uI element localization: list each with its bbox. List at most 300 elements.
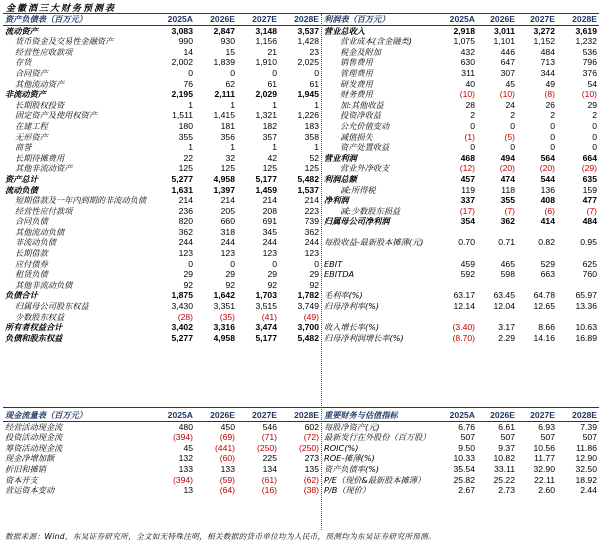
- income-cell: 344: [540, 67, 555, 78]
- valuation-year-2025A: 2025A: [437, 410, 477, 421]
- income-row: [322, 132, 599, 143]
- balance-cell: 362: [178, 226, 193, 237]
- balance-row: [3, 174, 321, 185]
- balance-cell: 125: [220, 163, 235, 174]
- income-row-label: 财务费用: [340, 89, 373, 100]
- balance-row: [3, 237, 321, 248]
- balance-row: [3, 290, 321, 301]
- income-cell: (7): [586, 205, 597, 216]
- balance-cell: 214: [304, 195, 319, 206]
- income-cell: 465: [500, 258, 515, 269]
- balance-row-label: 负债和股东权益: [5, 332, 63, 343]
- balance-cell: 244: [178, 237, 193, 248]
- valuation-row-label: 资产负债率(%): [324, 463, 380, 474]
- balance-row-label: 资产总计: [5, 173, 38, 184]
- balance-cell: 5,277: [171, 173, 193, 184]
- balance-row: [3, 100, 321, 111]
- income-cell: 12.65: [533, 301, 555, 312]
- cashflow-cell: (38): [303, 485, 319, 496]
- income-cell: 474: [500, 173, 515, 184]
- balance-cell: 125: [262, 163, 277, 174]
- income-cell: 2: [550, 110, 555, 121]
- balance-row-label: 负债合计: [5, 290, 38, 301]
- balance-cell: 125: [304, 163, 319, 174]
- balance-cell: 2,847: [213, 25, 235, 36]
- balance-row-label: 其他流动资产: [15, 78, 65, 89]
- income-row-label: 营业成本(含金融类): [340, 36, 412, 47]
- income-cell: 468: [460, 152, 475, 163]
- income-cell: 598: [500, 269, 515, 280]
- income-cell: (10): [581, 89, 597, 100]
- balance-cell: 1,459: [255, 184, 277, 195]
- valuation-cell: 6.93: [538, 421, 555, 432]
- income-cell: (10): [459, 89, 475, 100]
- balance-year-2026E: 2026E: [195, 14, 237, 25]
- cashflow-header-label: 现金流量表（百万元）: [3, 410, 153, 421]
- balance-cell: 0: [188, 258, 193, 269]
- balance-cell: 345: [262, 226, 277, 237]
- balance-cell: 1,537: [297, 184, 319, 195]
- balance-cell: 2,111: [214, 89, 235, 100]
- balance-cell: 61: [309, 78, 319, 89]
- balance-row: [3, 322, 321, 333]
- balance-cell: 739: [304, 216, 319, 227]
- balance-row: [3, 163, 321, 174]
- income-row: [322, 269, 599, 280]
- balance-row-label: 在建工程: [15, 120, 48, 131]
- income-cell: 0: [592, 131, 597, 142]
- income-row: [322, 216, 599, 227]
- valuation-cell: 6.61: [498, 421, 515, 432]
- income-row-label: 收入增长率(%): [324, 322, 380, 333]
- cashflow-cell: 546: [262, 421, 277, 432]
- income-cell: 49: [545, 78, 555, 89]
- income-cell: 2,918: [453, 25, 475, 36]
- balance-cell: 42: [267, 152, 277, 163]
- income-cell: 625: [582, 258, 597, 269]
- balance-row-label: 流动资产: [5, 25, 38, 36]
- income-cell: 0: [550, 120, 555, 131]
- cashflow-year-2025A: 2025A: [153, 410, 195, 421]
- income-row: [322, 237, 599, 248]
- income-row-label: 研发费用: [340, 78, 373, 89]
- income-row-label: 管理费用: [340, 67, 373, 78]
- cashflow-cell: 133: [220, 463, 235, 474]
- balance-cell: 123: [220, 248, 235, 259]
- income-cell: 16.89: [575, 332, 597, 343]
- income-row: [322, 280, 599, 291]
- balance-cell: 1: [314, 99, 319, 110]
- income-cell: 664: [582, 152, 597, 163]
- balance-cell: 32: [225, 152, 235, 163]
- balance-cell: 0: [314, 67, 319, 78]
- cashflow-cell: (250): [298, 442, 319, 453]
- balance-cell: 236: [178, 205, 193, 216]
- income-row: [322, 290, 599, 301]
- valuation-cell: 9.50: [458, 442, 475, 453]
- balance-cell: 183: [304, 120, 319, 131]
- income-cell: 0: [510, 142, 515, 153]
- income-cell: 355: [500, 195, 515, 206]
- valuation-header-row: [322, 410, 599, 421]
- valuation-cell: 25.82: [453, 474, 475, 485]
- valuation-cell: 7.39: [580, 421, 597, 432]
- valuation-year-2026E: 2026E: [477, 410, 517, 421]
- income-cell: 1,075: [453, 36, 475, 47]
- valuation-cell: 12.90: [575, 453, 597, 464]
- valuation-cell: 33.11: [494, 463, 515, 474]
- income-row-label: 资产处置收益: [340, 142, 390, 153]
- income-cell: [437, 280, 477, 291]
- balance-cell: 1,945: [297, 89, 319, 100]
- balance-cell: 182: [262, 120, 277, 131]
- income-cell: 8.66: [538, 322, 555, 333]
- balance-cell: 180: [178, 120, 193, 131]
- balance-cell: 92: [309, 279, 319, 290]
- income-row-label: 毛利率(%): [324, 290, 363, 301]
- balance-row: [3, 25, 321, 36]
- income-cell: 307: [500, 67, 515, 78]
- income-cell: (6): [544, 205, 555, 216]
- balance-cell: 125: [178, 163, 193, 174]
- cashflow-row: [3, 421, 321, 432]
- valuation-cell: 22.11: [534, 474, 555, 485]
- income-cell: 663: [540, 269, 555, 280]
- balance-row: [3, 36, 321, 47]
- valuation-row: [322, 432, 599, 443]
- cashflow-cell: (441): [214, 442, 235, 453]
- income-cell: (7): [504, 205, 515, 216]
- balance-cell: 3,430: [171, 301, 193, 312]
- balance-row-label: 其他非流动资产: [15, 163, 73, 174]
- valuation-cell: 32.90: [533, 463, 555, 474]
- income-row-label: 每股收益-最新股本摊薄(元): [324, 237, 424, 248]
- income-row: [322, 322, 599, 333]
- cashflow-row-label: 现金净增加额: [5, 453, 55, 464]
- cashflow-row-label: 折旧和摊销: [5, 463, 46, 474]
- cashflow-row: [3, 464, 321, 475]
- balance-row: [3, 47, 321, 58]
- balance-cell: 1: [272, 142, 277, 153]
- income-cell: 1,232: [575, 36, 597, 47]
- balance-cell: 3,316: [213, 322, 235, 333]
- balance-cell: 356: [220, 131, 235, 142]
- income-cell: 457: [460, 173, 475, 184]
- income-cell: (20): [499, 163, 515, 174]
- balance-cell: 1,226: [297, 110, 319, 121]
- cashflow-cell: (72): [303, 432, 319, 443]
- balance-cell: 3,083: [171, 25, 193, 36]
- cashflow-cell: 13: [183, 485, 193, 496]
- income-row: [322, 79, 599, 90]
- balance-cell: 3,537: [297, 25, 319, 36]
- balance-cell: 0: [272, 258, 277, 269]
- balance-cell: 205: [220, 205, 235, 216]
- income-cell: 54: [587, 78, 597, 89]
- balance-cell: 5,482: [297, 173, 319, 184]
- balance-row: [3, 89, 321, 100]
- income-cell: 311: [461, 67, 475, 78]
- balance-row-label: 非流动资产: [5, 89, 46, 100]
- income-cell: 3,011: [493, 25, 515, 36]
- balance-cell: 244: [220, 237, 235, 248]
- income-row-label: 营业利润: [324, 152, 357, 163]
- cashflow-row-label: 资本开支: [5, 474, 38, 485]
- balance-cell: (28): [177, 311, 193, 322]
- balance-row-label: 长期股权投资: [15, 99, 65, 110]
- valuation-row: [322, 485, 599, 496]
- valuation-header-label: 重要财务与估值指标: [322, 410, 437, 421]
- income-row-label: 净利润: [324, 195, 349, 206]
- income-year-2027E: 2027E: [517, 14, 557, 25]
- cashflow-year-2026E: 2026E: [195, 410, 237, 421]
- valuation-cell: 2.67: [458, 485, 475, 496]
- income-cell: 796: [582, 57, 597, 68]
- income-cell: (20): [539, 163, 555, 174]
- balance-cell: 691: [262, 216, 277, 227]
- income-row: [322, 301, 599, 312]
- cashflow-header-row: [3, 410, 321, 421]
- income-row: [322, 259, 599, 270]
- balance-cell: 62: [225, 78, 235, 89]
- balance-cell: 1,875: [171, 290, 193, 301]
- income-cell: [517, 248, 557, 259]
- income-cell: [437, 312, 477, 323]
- cashflow-cell: (62): [303, 474, 319, 485]
- cashflow-cell: (71): [261, 432, 277, 443]
- income-cell: 0: [592, 120, 597, 131]
- balance-cell: 0: [314, 258, 319, 269]
- balance-row: [3, 79, 321, 90]
- balance-row-label: 无形资产: [15, 131, 48, 142]
- valuation-cell: 2.73: [498, 485, 515, 496]
- cashflow-cell: (394): [172, 474, 193, 485]
- valuation-cell: 507: [500, 432, 515, 443]
- valuation-row: [322, 464, 599, 475]
- balance-row: [3, 280, 321, 291]
- income-cell: 414: [540, 216, 555, 227]
- cashflow-cell: 45: [183, 442, 193, 453]
- balance-cell: (41): [261, 311, 277, 322]
- balance-row-label: 经营性应付款项: [15, 205, 73, 216]
- balance-cell: 1,839: [213, 57, 235, 68]
- income-cell: 647: [500, 57, 515, 68]
- income-cell: 0: [470, 142, 475, 153]
- income-cell: 12.04: [493, 301, 515, 312]
- column-divider: [321, 14, 322, 530]
- income-cell: 13.36: [575, 301, 597, 312]
- income-cell: 459: [460, 258, 475, 269]
- balance-row-label: 货币资金及交易性金融资产: [15, 36, 114, 47]
- income-cell: 10.63: [575, 322, 597, 333]
- income-cell: 0.82: [538, 237, 555, 248]
- income-row-label: 营业外净收支: [340, 163, 390, 174]
- section-divider: [3, 407, 599, 408]
- balance-cell: 930: [220, 36, 235, 47]
- balance-cell: 3,700: [297, 322, 319, 333]
- income-row-label: 税金及附加: [340, 46, 381, 57]
- valuation-cell: 11.86: [576, 442, 597, 453]
- income-cell: 564: [540, 152, 555, 163]
- income-row-label: 销售费用: [340, 57, 373, 68]
- income-cell: 136: [540, 184, 555, 195]
- balance-cell: 123: [304, 248, 319, 259]
- income-cell: [557, 248, 599, 259]
- income-cell: 118: [501, 184, 515, 195]
- income-row: [322, 142, 599, 153]
- valuation-cell: 25.22: [493, 474, 515, 485]
- balance-cell: (49): [303, 311, 319, 322]
- balance-cell: 1,703: [255, 290, 277, 301]
- income-row-label: [322, 227, 437, 238]
- balance-row: [3, 132, 321, 143]
- balance-cell: 4,958: [213, 173, 235, 184]
- income-row: [322, 89, 599, 100]
- balance-row: [3, 185, 321, 196]
- income-cell: 2: [510, 110, 515, 121]
- income-header-label: 利润表（百万元）: [322, 14, 437, 25]
- income-row-label: 减值损失: [340, 131, 373, 142]
- income-row-label: 减:所得税: [340, 184, 376, 195]
- balance-cell: 1,321: [255, 110, 277, 121]
- cashflow-row-label: 筹资活动现金流: [5, 442, 63, 453]
- balance-cell: 214: [262, 195, 277, 206]
- income-cell: 536: [582, 46, 597, 57]
- cashflow-row: [3, 443, 321, 454]
- income-cell: 630: [460, 57, 475, 68]
- valuation-cell: 507: [460, 432, 475, 443]
- income-row-label: 归母净利率(%): [324, 301, 380, 312]
- income-cell: 64.78: [533, 290, 555, 301]
- balance-cell: 208: [262, 205, 277, 216]
- income-cell: 408: [540, 195, 555, 206]
- balance-row: [3, 259, 321, 270]
- balance-cell: 4,958: [213, 332, 235, 343]
- income-row: [322, 100, 599, 111]
- balance-cell: 29: [267, 269, 277, 280]
- valuation-cell: 2.60: [538, 485, 555, 496]
- balance-row-label: 归属母公司股东权益: [15, 301, 89, 312]
- cashflow-cell: (64): [219, 485, 235, 496]
- income-row: [322, 333, 599, 344]
- income-cell: (5): [504, 131, 515, 142]
- balance-cell: 214: [178, 195, 193, 206]
- income-cell: 432: [460, 46, 475, 57]
- balance-row-label: 少数股东权益: [15, 311, 65, 322]
- income-cell: 3,272: [533, 25, 555, 36]
- balance-cell: 1,782: [297, 290, 319, 301]
- balance-cell: 244: [262, 237, 277, 248]
- income-statement-table: [322, 14, 599, 343]
- income-cell: (10): [499, 89, 515, 100]
- balance-cell: 1: [230, 99, 235, 110]
- income-cell: 0.95: [580, 237, 597, 248]
- income-cell: [477, 280, 517, 291]
- income-cell: 0.70: [458, 237, 475, 248]
- income-cell: 544: [540, 173, 555, 184]
- balance-cell: 3,749: [297, 301, 319, 312]
- balance-cell: 3,351: [213, 301, 235, 312]
- footnote: 数据来源：Wind，东吴证券研究所，全文如无特殊注明，相关数据的货币单位均为人民币，预测均为东吴证券研究所预测。: [5, 532, 436, 541]
- income-cell: 354: [460, 216, 475, 227]
- balance-row-label: 非流动负债: [15, 237, 56, 248]
- income-row: [322, 121, 599, 132]
- balance-cell: 1,511: [172, 110, 193, 121]
- balance-sheet-table: [3, 14, 321, 343]
- income-cell: (3.40): [452, 322, 475, 333]
- balance-row-label: 短期借款及一年内到期的非流动负债: [15, 195, 147, 206]
- balance-cell: 1,397: [213, 184, 235, 195]
- valuation-row: [322, 453, 599, 464]
- income-cell: 0: [510, 120, 515, 131]
- valuation-row: [322, 421, 599, 432]
- balance-cell: 3,402: [171, 322, 193, 333]
- income-cell: (8): [544, 89, 555, 100]
- valuation-row: [322, 443, 599, 454]
- balance-cell: 0: [230, 67, 235, 78]
- balance-row: [3, 68, 321, 79]
- cashflow-cell: 273: [304, 453, 319, 464]
- income-row: [322, 227, 599, 238]
- valuation-cell: 2.44: [580, 485, 597, 496]
- balance-row: [3, 333, 321, 344]
- balance-cell: 2,002: [171, 57, 193, 68]
- income-row: [322, 47, 599, 58]
- income-cell: [517, 227, 557, 238]
- balance-cell: (35): [219, 311, 235, 322]
- balance-cell: 1: [314, 142, 319, 153]
- income-row: [322, 110, 599, 121]
- cashflow-cell: (59): [219, 474, 235, 485]
- cashflow-cell: (69): [219, 432, 235, 443]
- income-row: [322, 68, 599, 79]
- cashflow-cell: 225: [262, 453, 277, 464]
- valuation-cell: 11.77: [534, 453, 555, 464]
- income-cell: [477, 227, 517, 238]
- valuation-row-label: P/E（现价&最新股本摊薄）: [324, 474, 426, 485]
- balance-row-label: 应付债券: [15, 258, 48, 269]
- income-cell: (17): [459, 205, 475, 216]
- balance-cell: 29: [225, 269, 235, 280]
- income-cell: 760: [582, 269, 597, 280]
- balance-row-label: 经营性应收款项: [15, 46, 73, 57]
- income-cell: [477, 248, 517, 259]
- cashflow-row-label: 营运资本变动: [5, 485, 55, 496]
- balance-row: [3, 153, 321, 164]
- balance-cell: 0: [230, 258, 235, 269]
- page-title: 金徽酒三大财务预测表: [6, 4, 117, 14]
- cashflow-cell: (394): [172, 432, 193, 443]
- income-cell: 119: [461, 184, 475, 195]
- balance-row: [3, 195, 321, 206]
- balance-year-2028E: 2028E: [279, 14, 321, 25]
- balance-header-row: [3, 14, 321, 25]
- balance-cell: 2,029: [255, 89, 277, 100]
- balance-cell: 1: [230, 142, 235, 153]
- balance-cell: 5,177: [255, 173, 277, 184]
- income-cell: 2.29: [498, 332, 515, 343]
- income-cell: 592: [460, 269, 475, 280]
- cashflow-row: [3, 475, 321, 486]
- cashflow-cell: (250): [256, 442, 277, 453]
- cashflow-row-label: 投资活动现金流: [5, 432, 63, 443]
- balance-cell: 2,195: [171, 89, 193, 100]
- valuation-cell: 9.37: [498, 442, 515, 453]
- income-cell: 0: [550, 142, 555, 153]
- income-row: [322, 25, 599, 36]
- balance-cell: 52: [309, 152, 319, 163]
- balance-row: [3, 227, 321, 238]
